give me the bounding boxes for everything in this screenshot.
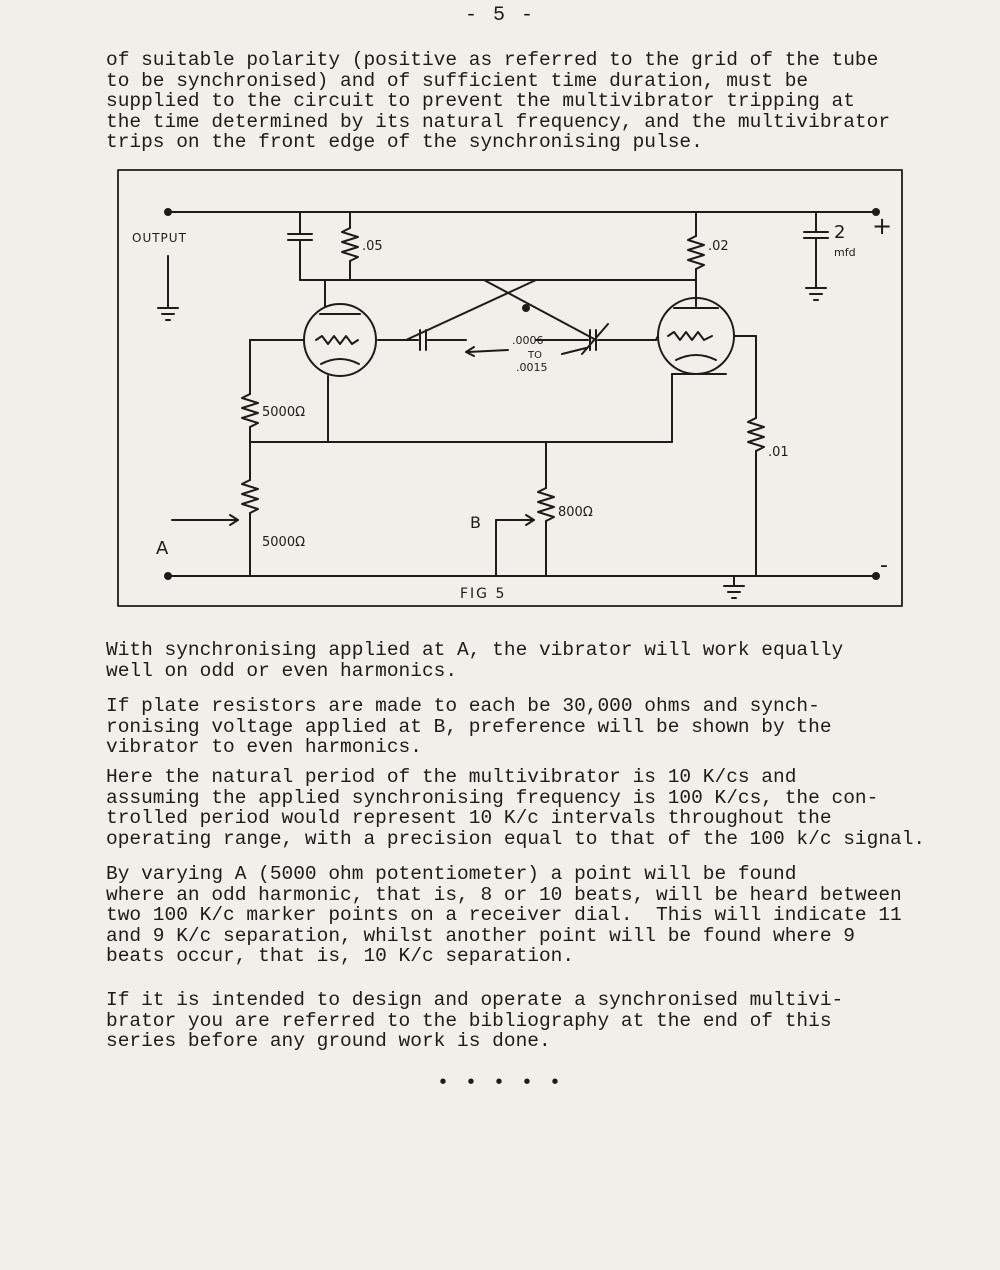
- paragraph-design-reference: If it is intended to design and operate a synchronised multivi- brator you are referred to the bibliography at the end of this series before any ground work is done.: [106, 989, 844, 1053]
- capacitor-2-label: 2: [834, 222, 846, 243]
- left-plate-resistor-label: .05: [362, 239, 383, 254]
- right-plate-resistor-label: .02: [708, 239, 729, 254]
- paragraph-plate-resistors: If plate resistors are made to each be 30,000 ohms and synch- ronising voltage applied at B, preference will be shown by the vibrator to even harmonics.: [106, 695, 832, 759]
- paragraph-varying-a: By varying A (5000 ohm potentiometer) a point will be found where an odd harmonic, that is, 8 or 10 beats, will be heard between two 100 K/c marker points on a receiver dial. This will indicate 11 and 9 K/c separation, whilst another point will be found where 9 beats occur, that is, 10 K/c separation.: [106, 863, 902, 968]
- left-grid-resistor-label: 5000Ω: [262, 405, 306, 420]
- point-a-label: A: [156, 538, 169, 559]
- section-end-dots: • • • • •: [436, 1072, 564, 1095]
- grid-capacitor-to-label: TO: [528, 350, 542, 361]
- right-tube-symbol: [658, 298, 734, 374]
- potentiometer-a-label: 5000Ω: [262, 535, 306, 550]
- paragraph-natural-period: Here the natural period of the multivibrator is 10 K/cs and assuming the applied synchronising frequency is 100 K/cs, the con- trolled period would represent 10 K/c intervals throughout the operating range, with a precision equal to that of the 100 k/c signal.: [106, 766, 926, 850]
- grid-capacitor-max-label: .0015: [516, 361, 548, 374]
- potentiometer-b-symbol: [496, 488, 554, 576]
- intro-paragraph: of suitable polarity (positive as referred to the grid of the tube to be synchronised) and of sufficient time duration, must be supplied to the circuit to prevent the multivibrator tripping at the time determined by its natural frequency, and the multivibrator trips on the front edge of the synchronising pulse.: [106, 49, 891, 154]
- right-plate-resistor-symbol: [688, 212, 704, 306]
- figure-caption: FIG 5: [460, 586, 507, 602]
- bypass-capacitor-symbol: [804, 212, 828, 300]
- capacitor-unit-label: mfd: [834, 246, 856, 259]
- point-b-label: B: [470, 513, 481, 532]
- left-tube-symbol: [304, 304, 376, 382]
- right-grid-resistor-symbol: [748, 336, 764, 576]
- plus-terminal-label: +: [872, 212, 893, 240]
- figure-5-circuit-diagram: [116, 168, 906, 608]
- minus-terminal-label: -: [880, 553, 888, 578]
- right-grid-resistor-label: .01: [768, 445, 789, 460]
- grid-capacitor-min-label: .0006: [512, 334, 544, 347]
- left-grid-resistor-symbol: [242, 394, 258, 480]
- output-label: OUTPUT: [132, 231, 187, 245]
- paragraph-sync-at-a: With synchronising applied at A, the vibrator will work equally well on odd or even harmonics.: [106, 639, 844, 682]
- bottom-ground-symbol: [724, 576, 744, 598]
- potentiometer-a-symbol: [172, 480, 258, 576]
- right-grid-capacitor-symbol: [536, 324, 656, 354]
- potentiometer-b-value-label: 800Ω: [558, 505, 593, 520]
- figure-frame: [118, 170, 902, 606]
- output-capacitor-symbol: [288, 212, 312, 280]
- page-number: - 5 -: [464, 4, 535, 27]
- output-ground-symbol: [158, 256, 178, 320]
- left-plate-resistor-symbol: [342, 212, 358, 280]
